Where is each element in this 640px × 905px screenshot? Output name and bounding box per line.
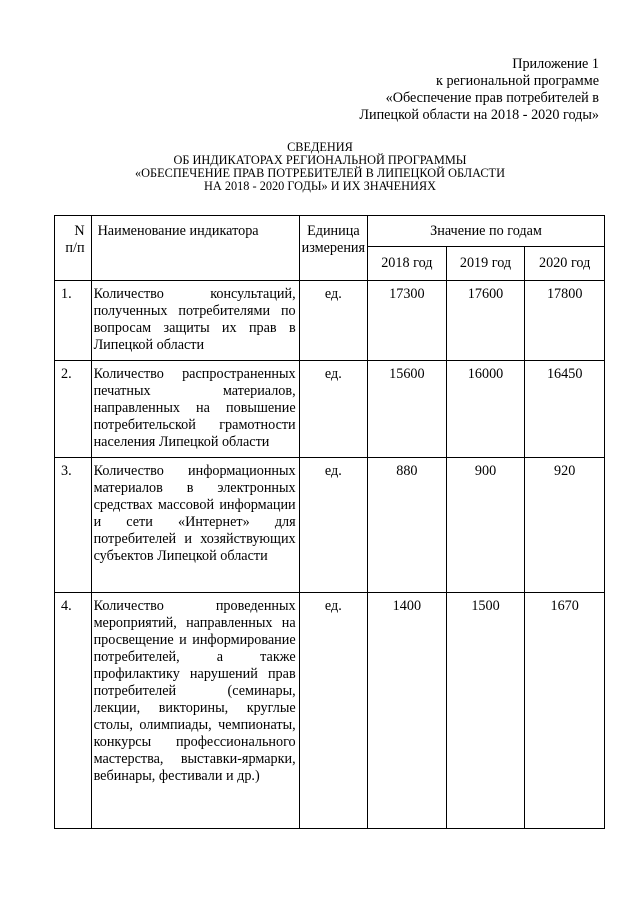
table-header-row (55, 216, 605, 247)
row-value-2018: 1400 (368, 593, 447, 829)
row-number: 2. (55, 361, 92, 458)
row-value-2018: 15600 (368, 361, 447, 458)
row-value-2019: 16000 (446, 361, 525, 458)
heading-line-3: «ОБЕСПЕЧЕНИЕ ПРАВ ПОТРЕБИТЕЛЕЙ В ЛИПЕЦКОЙ ОБЛАСТИ (135, 166, 505, 180)
appendix-line-3: «Обеспечение прав потребителей в (385, 90, 599, 106)
document-heading (0, 141, 640, 193)
header-indicator-name: Наименование индикатора (91, 216, 299, 281)
row-value-2019: 17600 (446, 281, 525, 361)
header-unit: Единица измерения (299, 216, 367, 281)
appendix-line-1: Приложение 1 (512, 56, 599, 72)
table-row (55, 281, 605, 361)
row-unit: ед. (299, 458, 367, 593)
row-value-2020: 920 (525, 458, 605, 593)
row-indicator-name: Количество информационных материалов в электронных средствах массовой информации и сети «Интернет» для потребителей и хозяйствующих субъектов Липецкой области (91, 458, 299, 593)
row-indicator-name: Количество проведенных мероприятий, направленных на просвещение и информирование потребителей, а также профилактику нарушений прав потребителей (семинары, лекции, викторины, круглые столы, олимпиады, чемпионаты, конкурсы профессионального мастерства, выставки-ярмарки, вебинары, фестивали и др.) (91, 593, 299, 829)
header-year-2018: 2018 год (368, 247, 447, 281)
header-year-2019: 2019 год (446, 247, 525, 281)
table-row (55, 458, 605, 593)
table-row (55, 593, 605, 829)
appendix-block (359, 56, 599, 124)
appendix-line-4: Липецкой области на 2018 - 2020 годы» (359, 107, 599, 123)
appendix-line-2: к региональной программе (436, 73, 599, 89)
row-number: 4. (55, 593, 92, 829)
indicators-table (54, 215, 605, 829)
row-value-2020: 17800 (525, 281, 605, 361)
row-value-2020: 1670 (525, 593, 605, 829)
heading-line-1: СВЕДЕНИЯ (287, 140, 353, 154)
row-value-2019: 900 (446, 458, 525, 593)
table-row (55, 361, 605, 458)
row-indicator-name: Количество консультаций, полученных потребителями по вопросам защиты их прав в Липецкой области (91, 281, 299, 361)
header-number: N п/п (55, 216, 92, 281)
row-indicator-name: Количество распространенных печатных материалов, направленных на повышение потребительской грамотности населения Липецкой области (91, 361, 299, 458)
row-number: 3. (55, 458, 92, 593)
row-value-2020: 16450 (525, 361, 605, 458)
row-unit: ед. (299, 281, 367, 361)
row-value-2018: 880 (368, 458, 447, 593)
row-unit: ед. (299, 593, 367, 829)
row-unit: ед. (299, 361, 367, 458)
heading-line-4: НА 2018 - 2020 ГОДЫ» И ИХ ЗНАЧЕНИЯХ (204, 179, 436, 193)
row-value-2018: 17300 (368, 281, 447, 361)
row-value-2019: 1500 (446, 593, 525, 829)
header-values-by-year: Значение по годам (368, 216, 605, 247)
row-number: 1. (55, 281, 92, 361)
header-year-2020: 2020 год (525, 247, 605, 281)
heading-line-2: ОБ ИНДИКАТОРАХ РЕГИОНАЛЬНОЙ ПРОГРАММЫ (173, 153, 467, 167)
